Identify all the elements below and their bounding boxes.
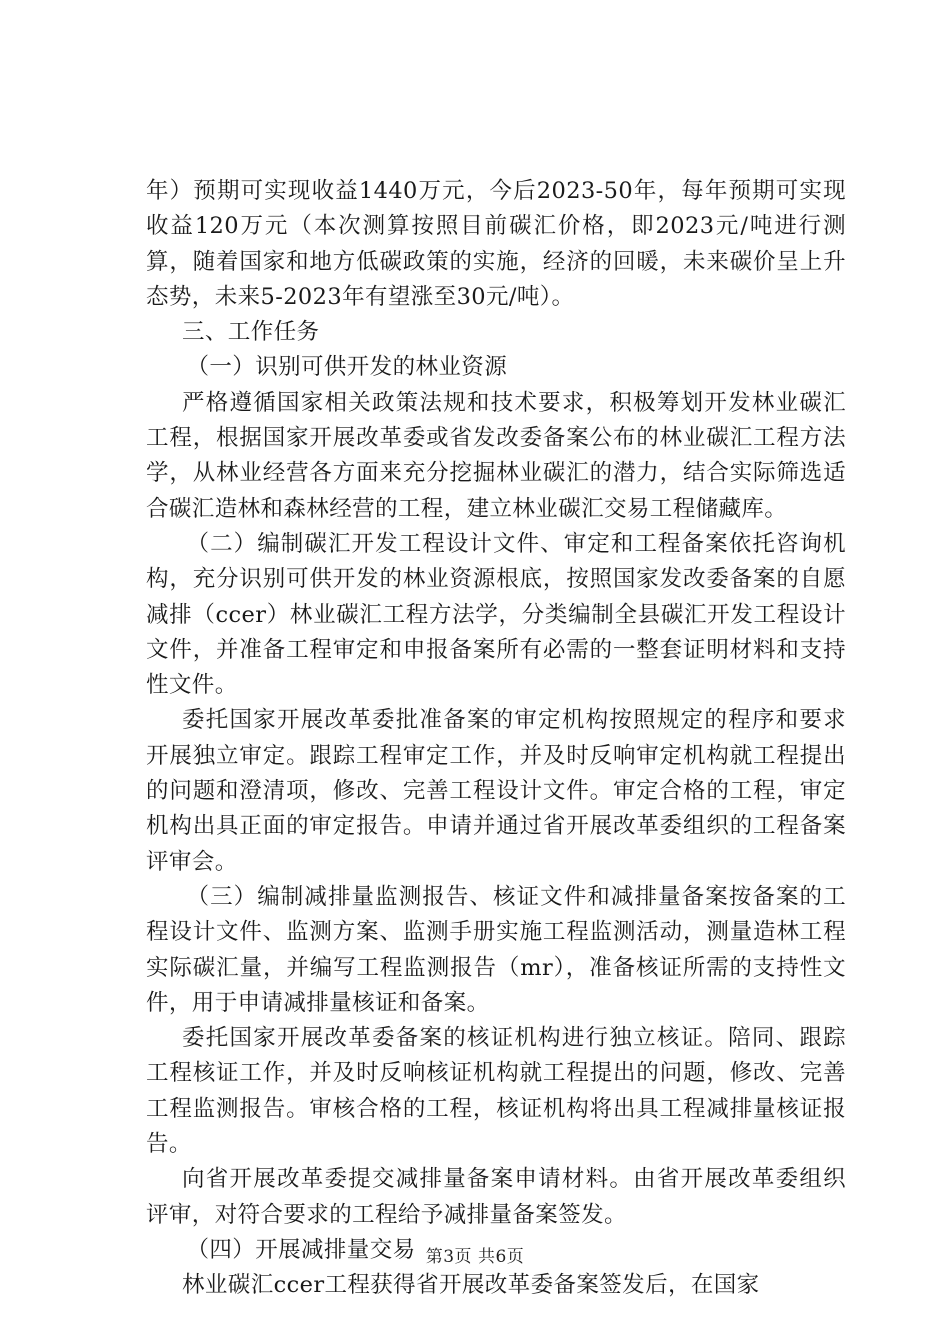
paragraph-identify-resources: 严格遵循国家相关政策法规和技术要求，积极筹划开发林业碳汇工程，根据国家开展改革委或省发改委备案公布的林业碳汇工程方法学，从林业经营各方面来充分挖掘林业碳汇的潜力，结合实际筛选适合碳汇造林和森林经营的工程，建立林业碳汇交易工程储藏库。 <box>146 389 846 522</box>
document-body <box>146 174 846 1304</box>
section-heading-work-tasks: 三、工作任务 <box>182 319 320 346</box>
paragraph-filing-application: 向省开展改革委提交减排量备案申请材料。由省开展改革委组织评审，对符合要求的工程给予减排量备案签发。 <box>146 1166 846 1228</box>
paragraph-revenue-estimate: 年）预期可实现收益1440万元，今后2023-50年，每年预期可实现收益120万元（本次测算按照目前碳汇价格，即2023元/吨进行测算，随着国家和地方低碳政策的实施，经济的回暖，未来碳价呈上升态势，未来5-2023年有望涨至30元/吨）。 <box>146 178 846 310</box>
paragraph-ccer-trading: 林业碳汇ccer工程获得省开展改革委备案签发后，在国家 <box>182 1272 760 1299</box>
paragraph-design-documents: （二）编制碳汇开发工程设计文件、审定和工程备案依托咨询机构，充分识别可供开发的林业资源根底，按照国家发改委备案的自愿减排（ccer）林业碳汇工程方法学，分类编制全县碳汇开发工程设计文件，并准备工程审定和申报备案所有必需的一整套证明材料和支持性文件。 <box>146 530 846 699</box>
paragraph-verification: 委托国家开展改革委备案的核证机构进行独立核证。陪同、跟踪工程核证工作，并及时反响核证机构就工程提出的问题，修改、完善工程监测报告。审核合格的工程，核证机构将出具工程减排量核证报告。 <box>146 1025 846 1158</box>
page-number-footer: 第3页 共6页 <box>425 1247 525 1267</box>
subheading-identify-resources: （一）识别可供开发的林业资源 <box>186 354 508 381</box>
paragraph-monitoring-report: （三）编制减排量监测报告、核证文件和减排量备案按备案的工程设计文件、监测方案、监测手册实施工程监测活动，测量造林工程实际碳汇量，并编写工程监测报告（mr），准备核证所需的支持性文件，用于申请减排量核证和备案。 <box>146 883 846 1016</box>
paragraph-validation: 委托国家开展改革委批准备案的审定机构按照规定的程序和要求开展独立审定。跟踪工程审定工作，并及时反响审定机构就工程提出的问题和澄清项，修改、完善工程设计文件。审定合格的工程，审定机构出具正面的审定报告。申请并通过省开展改革委组织的工程备案评审会。 <box>146 707 846 875</box>
subheading-emission-trading: （四）开展减排量交易 <box>186 1236 416 1263</box>
